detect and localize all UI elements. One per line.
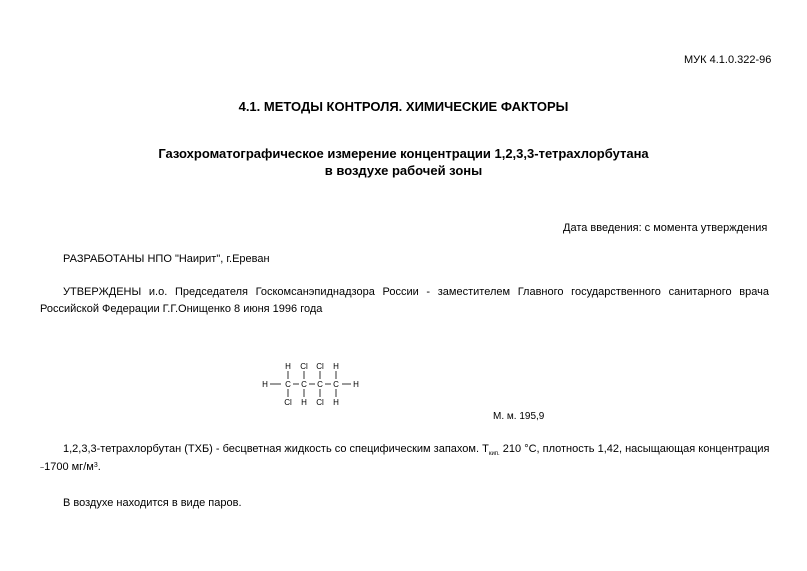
document-title-line-1: Газохроматографическое измерение концентрации 1,2,3,3-тетрахлорбутана	[158, 146, 649, 161]
document-title	[0, 145, 807, 179]
document-code: МУК 4.1.0.322-96	[684, 54, 772, 66]
description-text-end: .	[97, 461, 101, 473]
formula-bottom-3: Cl	[316, 398, 324, 407]
section-title: 4.1. МЕТОДЫ КОНТРОЛЯ. ХИМИЧЕСКИЕ ФАКТОРЫ	[238, 99, 569, 114]
molar-mass: М. м. 195,9	[493, 411, 545, 422]
formula-carbon-1: C	[285, 380, 291, 389]
formula-bottom-1: Cl	[284, 398, 292, 407]
formula-top-3: Cl	[316, 362, 324, 371]
description-line-2	[40, 461, 101, 473]
introduction-date: Дата введения: с момента утверждения	[563, 222, 768, 234]
formula-bottom-4: H	[333, 398, 339, 407]
formula-top-1: H	[285, 362, 291, 371]
formula-carbon-4: C	[333, 380, 339, 389]
developed-by: РАЗРАБОТАНЫ НПО "Наирит", г.Ереван	[63, 253, 270, 265]
approx-sign: ~	[40, 465, 45, 472]
formula-bottom-2: H	[301, 398, 307, 407]
superscript-3: 3	[93, 462, 98, 469]
approved-by	[40, 284, 769, 318]
vapor-note: В воздухе находится в виде паров.	[63, 497, 242, 509]
formula-right-h: H	[353, 380, 359, 389]
description-text-b: 210 °С, плотность 1,42, насыщающая концентрация	[502, 443, 770, 455]
approved-line-1: УТВЕРЖДЕНЫ и.о. Председателя Госкомсанэпиднадзора России - заместителем Главного государственного санитарного врача	[63, 286, 769, 298]
description-text-a: 1,2,3,3-тетрахлорбутан (ТХБ) - бесцветная жидкость со специфическим запахом.	[63, 443, 480, 455]
formula-carbon-3: C	[317, 380, 323, 389]
description-text-c: 1700 мг/м	[44, 461, 94, 473]
approved-line-2: Российской Федерации Г.Г.Онищенко 8 июня 1996 года	[40, 303, 323, 315]
structural-formula	[258, 360, 368, 410]
formula-top-2: Cl	[300, 362, 308, 371]
description-line-1	[63, 443, 769, 457]
formula-carbon-2: C	[301, 380, 307, 389]
boiling-point-symbol: Tкип.	[482, 443, 500, 457]
formula-top-4: H	[333, 362, 339, 371]
formula-left-h: H	[262, 380, 268, 389]
document-title-line-2: в воздухе рабочей зоны	[324, 163, 483, 178]
